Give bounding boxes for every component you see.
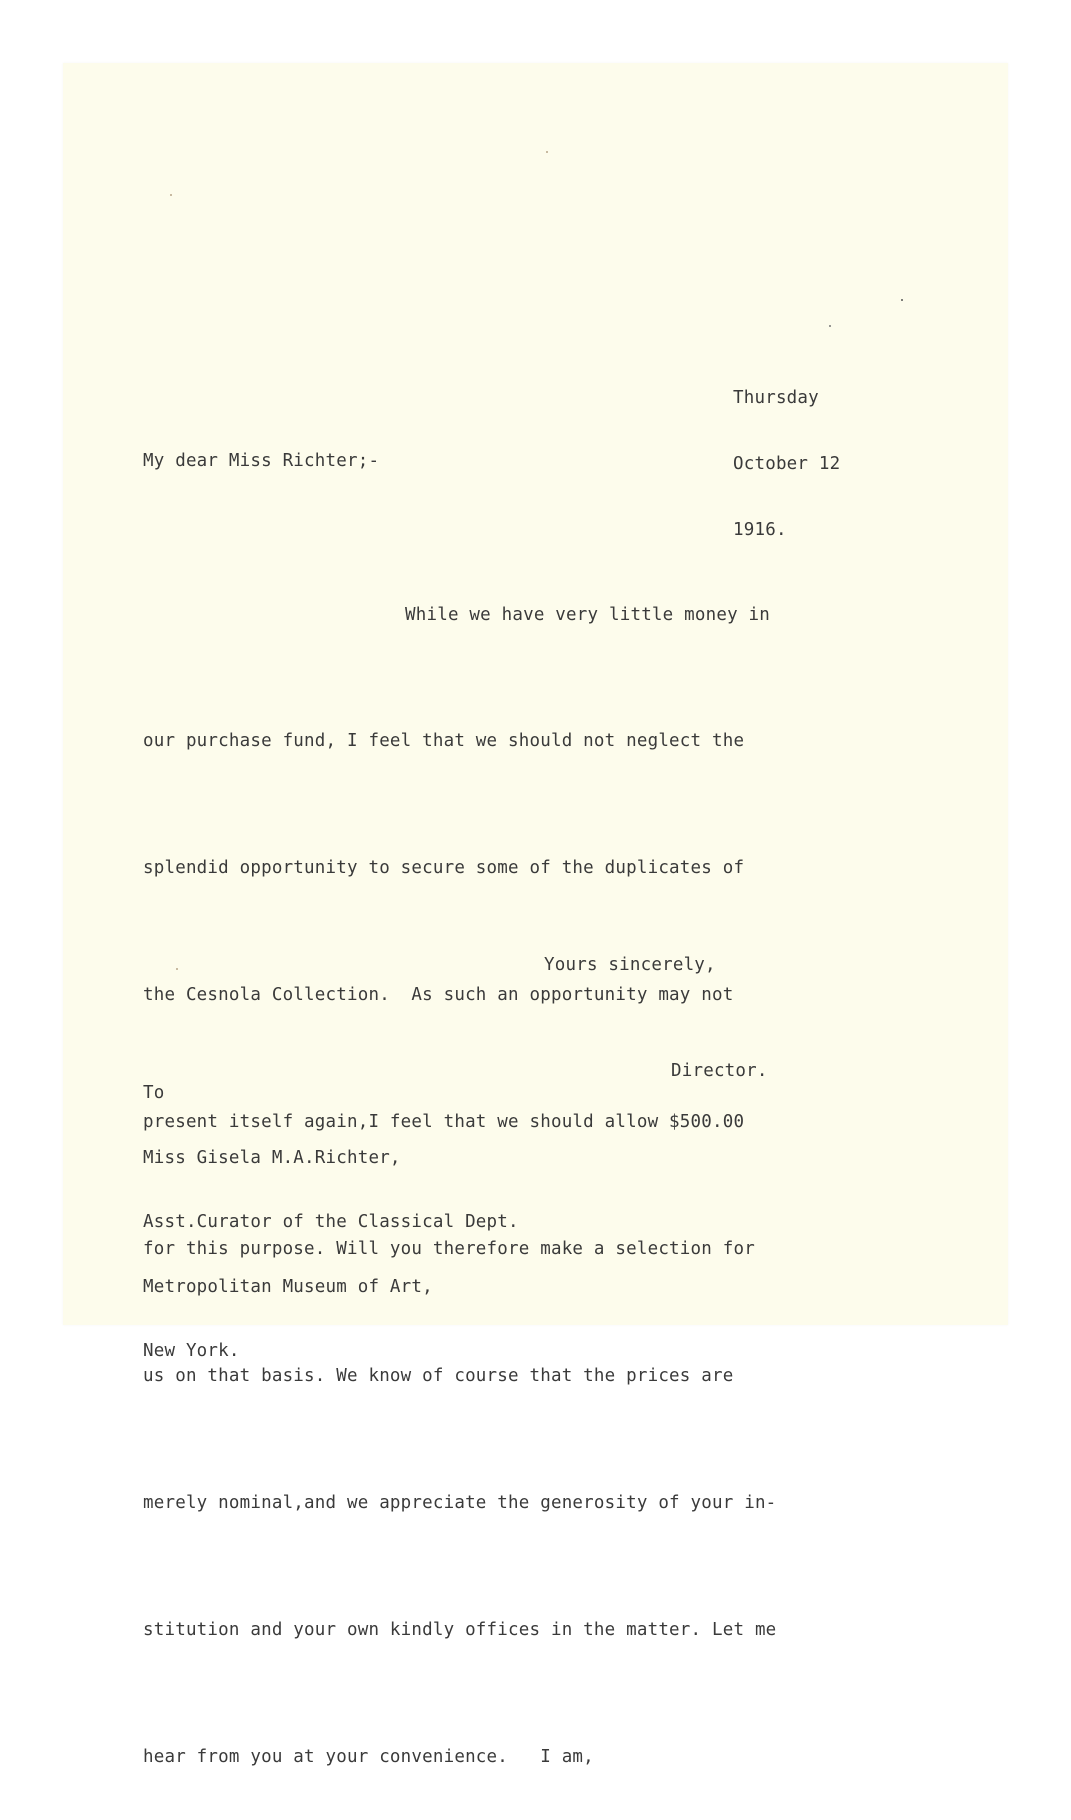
body-line: merely nominal,and we appreciate the generosity of your in- xyxy=(143,1492,777,1513)
body-line: our purchase fund, I feel that we should not neglect the xyxy=(143,731,745,752)
addressee-line: Miss Gisela M.A.Richter, xyxy=(143,1147,401,1168)
body-line: While we have very little money in xyxy=(405,604,771,625)
paper-speck xyxy=(170,194,172,196)
addressee-line: To xyxy=(143,1083,165,1103)
paper-speck xyxy=(901,299,903,301)
date-year: 1916. xyxy=(733,520,787,540)
body-line: splendid opportunity to secure some of the duplicates of xyxy=(143,858,745,879)
body-line: for this purpose. Will you therefore make a selection for xyxy=(143,1239,755,1260)
paper-speck xyxy=(829,325,831,327)
addressee-line: New York. xyxy=(143,1341,240,1361)
body-line: us on that basis. We know of course that the prices are xyxy=(143,1365,734,1386)
addressee-block xyxy=(143,1040,519,1384)
closing: Yours sincerely, xyxy=(544,955,716,975)
date-month-day: October 12 xyxy=(733,454,841,474)
body-line: the Cesnola Collection. As such an opportunity may not xyxy=(143,985,734,1006)
body-line: present itself again,I feel that we should allow $500.00 xyxy=(143,1112,745,1133)
date-weekday: Thursday xyxy=(733,388,819,408)
paper-speck xyxy=(546,151,548,153)
body-line: stitution and your own kindly offices in the matter. Let me xyxy=(143,1619,777,1640)
signature-title: Director. xyxy=(671,1061,768,1081)
salutation: My dear Miss Richter;- xyxy=(143,451,380,471)
body-line: hear from you at your convenience. I am, xyxy=(143,1746,594,1767)
addressee-line: Metropolitan Museum of Art, xyxy=(143,1276,433,1297)
addressee-line: Asst.Curator of the Classical Dept. xyxy=(143,1212,519,1232)
